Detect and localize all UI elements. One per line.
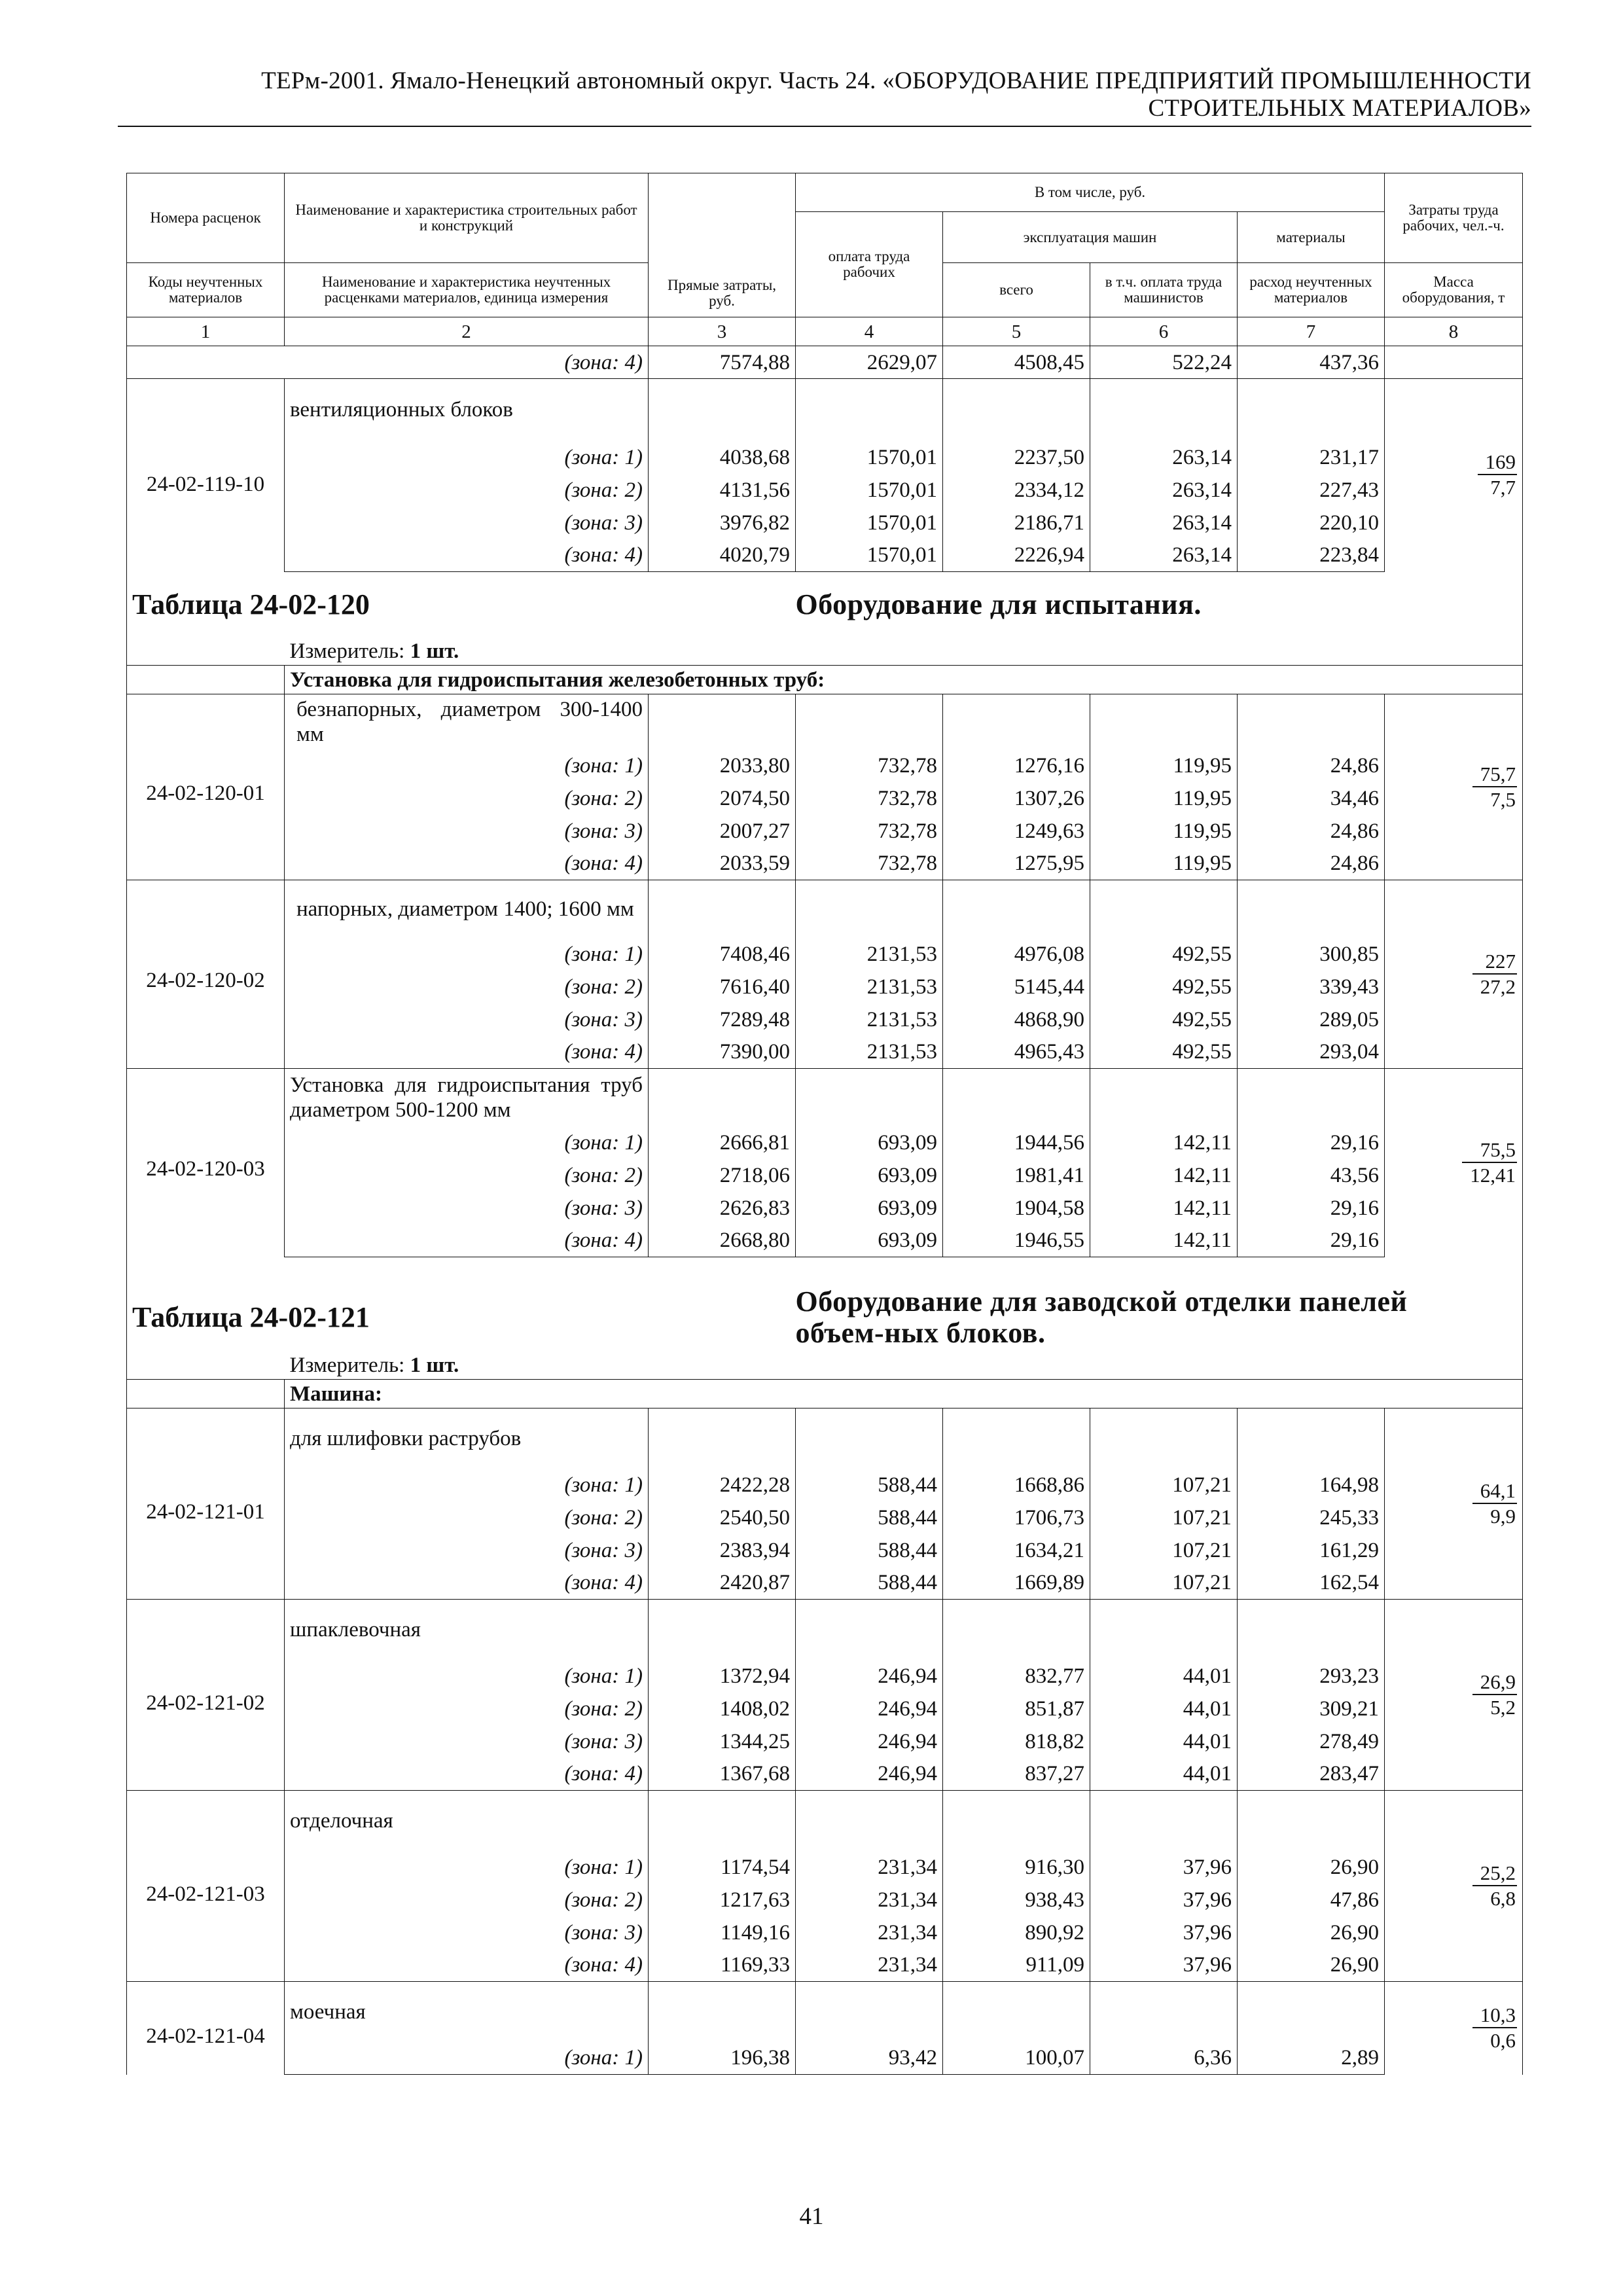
value-cell: 732,78 xyxy=(796,782,943,815)
value-cell: 1669,89 xyxy=(943,1567,1090,1600)
meter-value: 1 шт. xyxy=(410,1354,459,1378)
labor-mass-fraction xyxy=(1472,762,1517,811)
value-cell: 142,11 xyxy=(1090,1126,1238,1159)
value-cell: 4508,45 xyxy=(943,346,1090,379)
value-cell: 44,01 xyxy=(1090,1660,1238,1693)
value-cell: 4976,08 xyxy=(943,938,1090,971)
value-cell: 107,21 xyxy=(1090,1567,1238,1600)
value-cell: 231,34 xyxy=(796,1949,943,1982)
value-cell: 1149,16 xyxy=(649,1916,796,1949)
value-cell: 1981,41 xyxy=(943,1159,1090,1192)
value-cell: 492,55 xyxy=(1090,938,1238,971)
value-cell: 1275,95 xyxy=(943,848,1090,880)
value-cell: 2383,94 xyxy=(649,1534,796,1567)
value-cell: 7390,00 xyxy=(649,1036,796,1069)
zone-label: (зона: 2) xyxy=(285,1884,649,1916)
value-cell: 693,09 xyxy=(796,1192,943,1225)
value-cell: 1634,21 xyxy=(943,1534,1090,1567)
value-cell: 693,09 xyxy=(796,1225,943,1257)
col-header-unaccounted-codes: Коды неучтенных материалов xyxy=(127,263,285,317)
value-cell: 1570,01 xyxy=(796,507,943,539)
value-cell: 1570,01 xyxy=(796,441,943,474)
value-cell: 588,44 xyxy=(796,1469,943,1501)
value-cell: 2666,81 xyxy=(649,1126,796,1159)
value-cell: 1307,26 xyxy=(943,782,1090,815)
value-cell: 2226,94 xyxy=(943,539,1090,572)
value-cell: 2131,53 xyxy=(796,1036,943,1069)
zone-label: (зона: 1) xyxy=(285,938,649,971)
zone-label: (зона: 4) xyxy=(285,346,649,379)
labor-mass-fraction xyxy=(1472,2003,1517,2052)
value-cell: 100,07 xyxy=(943,2042,1090,2075)
value-cell: 107,21 xyxy=(1090,1534,1238,1567)
value-cell: 26,90 xyxy=(1238,1916,1385,1949)
value-cell: 2626,83 xyxy=(649,1192,796,1225)
value-cell: 29,16 xyxy=(1238,1126,1385,1159)
labor-value: 25,2 xyxy=(1472,1861,1517,1886)
rates-table xyxy=(126,173,1523,2075)
labor-mass-fraction xyxy=(1472,1670,1517,1719)
value-cell: 37,96 xyxy=(1090,1949,1238,1982)
value-cell: 263,14 xyxy=(1090,539,1238,572)
value-cell: 818,82 xyxy=(943,1725,1090,1758)
rate-name: моечная xyxy=(285,1982,649,2042)
value-cell: 1946,55 xyxy=(943,1225,1090,1257)
value-cell: 29,16 xyxy=(1238,1192,1385,1225)
value-cell: 263,14 xyxy=(1090,474,1238,507)
rate-code: 24-02-119-10 xyxy=(127,379,285,572)
value-cell: 2237,50 xyxy=(943,441,1090,474)
value-cell: 47,86 xyxy=(1238,1884,1385,1916)
value-cell: 832,77 xyxy=(943,1660,1090,1693)
col-number: 8 xyxy=(1385,317,1523,346)
zone-label: (зона: 2) xyxy=(285,1501,649,1534)
rate-code: 24-02-120-02 xyxy=(127,880,285,1069)
mass-value: 7,5 xyxy=(1490,787,1516,811)
rate-name: безнапорных, диаметром 300-1400 мм xyxy=(285,694,649,749)
meter-value: 1 шт. xyxy=(410,639,459,664)
value-cell: 196,38 xyxy=(649,2042,796,2075)
value-cell: 2033,80 xyxy=(649,749,796,782)
zone-label: (зона: 3) xyxy=(285,1725,649,1758)
value-cell: 246,94 xyxy=(796,1693,943,1725)
value-cell: 107,21 xyxy=(1090,1501,1238,1534)
mass-value: 7,7 xyxy=(1490,476,1516,499)
meter xyxy=(285,1352,1523,1380)
value-cell: 24,86 xyxy=(1238,848,1385,880)
value-cell: 245,33 xyxy=(1238,1501,1385,1534)
value-cell: 1249,63 xyxy=(943,815,1090,848)
value-cell: 2131,53 xyxy=(796,971,943,1003)
col-number: 3 xyxy=(649,317,796,346)
col-header-including: В том числе, руб. xyxy=(796,173,1385,212)
mass-value: 0,6 xyxy=(1490,2028,1516,2052)
value-cell: 164,98 xyxy=(1238,1469,1385,1501)
col-header-direct-costs: Прямые затраты, руб. xyxy=(649,173,796,317)
labor-value: 169 xyxy=(1478,450,1518,475)
value-cell: 1904,58 xyxy=(943,1192,1090,1225)
value-cell: 1944,56 xyxy=(943,1126,1090,1159)
value-cell: 1344,25 xyxy=(649,1725,796,1758)
value-cell: 34,46 xyxy=(1238,782,1385,815)
value-cell: 437,36 xyxy=(1238,346,1385,379)
value-cell: 732,78 xyxy=(796,848,943,880)
value-cell: 916,30 xyxy=(943,1851,1090,1884)
section-title: Машина: xyxy=(285,1380,1523,1408)
value-cell: 2540,50 xyxy=(649,1501,796,1534)
col-header-operator-pay: в т.ч. оплата труда машинистов xyxy=(1090,263,1238,317)
value-cell: 2007,27 xyxy=(649,815,796,848)
zone-label: (зона: 2) xyxy=(285,782,649,815)
value-cell: 911,09 xyxy=(943,1949,1090,1982)
labor-value: 26,9 xyxy=(1472,1670,1517,1695)
running-header xyxy=(118,67,1531,122)
zone-label: (зона: 3) xyxy=(285,1192,649,1225)
value-cell: 1570,01 xyxy=(796,474,943,507)
value-cell: 3976,82 xyxy=(649,507,796,539)
value-cell: 890,92 xyxy=(943,1916,1090,1949)
value-cell: 220,10 xyxy=(1238,507,1385,539)
section-title: Установка для гидроиспытания железобетонных труб: xyxy=(285,666,1523,694)
zone-label: (зона: 4) xyxy=(285,1758,649,1791)
value-cell: 1169,33 xyxy=(649,1949,796,1982)
zone-label: (зона: 4) xyxy=(285,848,649,880)
value-cell: 588,44 xyxy=(796,1501,943,1534)
value-cell: 37,96 xyxy=(1090,1851,1238,1884)
value-cell: 2420,87 xyxy=(649,1567,796,1600)
col-header-labor: Затраты труда рабочих, чел.-ч. xyxy=(1385,173,1523,263)
value-cell: 2074,50 xyxy=(649,782,796,815)
value-cell: 492,55 xyxy=(1090,971,1238,1003)
col-number: 6 xyxy=(1090,317,1238,346)
zone-label: (зона: 2) xyxy=(285,474,649,507)
value-cell: 26,90 xyxy=(1238,1949,1385,1982)
zone-label: (зона: 2) xyxy=(285,971,649,1003)
rate-code: 24-02-121-02 xyxy=(127,1600,285,1791)
zone-label: (зона: 4) xyxy=(285,539,649,572)
value-cell: 2131,53 xyxy=(796,938,943,971)
value-cell: 227,43 xyxy=(1238,474,1385,507)
zone-label: (зона: 1) xyxy=(285,2042,649,2075)
value-cell: 263,14 xyxy=(1090,441,1238,474)
zone-label: (зона: 4) xyxy=(285,1567,649,1600)
value-cell: 2718,06 xyxy=(649,1159,796,1192)
value-cell: 293,23 xyxy=(1238,1660,1385,1693)
value-cell: 4131,56 xyxy=(649,474,796,507)
value-cell: 283,47 xyxy=(1238,1758,1385,1791)
labor-value: 10,3 xyxy=(1472,2003,1517,2028)
value-cell: 4868,90 xyxy=(943,1003,1090,1036)
col-header-materials: материалы xyxy=(1238,212,1385,263)
zone-label: (зона: 4) xyxy=(285,1036,649,1069)
value-cell: 851,87 xyxy=(943,1693,1090,1725)
labor-value: 75,5 xyxy=(1462,1138,1517,1163)
zone-label: (зона: 1) xyxy=(285,1660,649,1693)
rate-name: Установка для гидроиспытания труб диаметром 500-1200 мм xyxy=(285,1069,649,1126)
labor-value: 64,1 xyxy=(1472,1479,1517,1504)
value-cell: 2334,12 xyxy=(943,474,1090,507)
value-cell: 119,95 xyxy=(1090,782,1238,815)
table-heading: Таблица 24-02-120 xyxy=(127,572,796,638)
rate-code: 24-02-120-03 xyxy=(127,1069,285,1257)
col-header-name: Наименование и характеристика строительных работ и конструкций xyxy=(285,173,649,263)
value-cell: 142,11 xyxy=(1090,1192,1238,1225)
value-cell: 1367,68 xyxy=(649,1758,796,1791)
rate-name: отделочная xyxy=(285,1791,649,1851)
value-cell: 522,24 xyxy=(1090,346,1238,379)
rate-name: для шлифовки раструбов xyxy=(285,1408,649,1469)
meter-label: Измеритель: xyxy=(289,639,410,664)
labor-mass-fraction xyxy=(1472,1479,1517,1528)
value-cell: 162,54 xyxy=(1238,1567,1385,1600)
value-cell: 231,17 xyxy=(1238,441,1385,474)
rate-code: 24-02-121-03 xyxy=(127,1791,285,1982)
col-header-unaccounted-materials: расход неучтенных материалов xyxy=(1238,263,1385,317)
zone-label: (зона: 3) xyxy=(285,1534,649,1567)
value-cell: 5145,44 xyxy=(943,971,1090,1003)
value-cell: 1668,86 xyxy=(943,1469,1090,1501)
zone-label: (зона: 1) xyxy=(285,749,649,782)
header-line-2: СТРОИТЕЛЬНЫХ МАТЕРИАЛОВ» xyxy=(1148,95,1531,122)
col-header-worker-pay: оплата труда рабочих xyxy=(796,212,943,317)
labor-mass-fraction xyxy=(1462,1138,1517,1187)
zone-label: (зона: 1) xyxy=(285,1126,649,1159)
value-cell: 4038,68 xyxy=(649,441,796,474)
value-cell: 2422,28 xyxy=(649,1469,796,1501)
value-cell: 588,44 xyxy=(796,1534,943,1567)
labor-mass-fraction xyxy=(1478,450,1518,499)
value-cell: 119,95 xyxy=(1090,749,1238,782)
value-cell: 1570,01 xyxy=(796,539,943,572)
value-cell: 231,34 xyxy=(796,1916,943,1949)
value-cell: 2186,71 xyxy=(943,507,1090,539)
rate-code: 24-02-120-01 xyxy=(127,694,285,880)
value-cell: 732,78 xyxy=(796,815,943,848)
rate-name: шпаклевочная xyxy=(285,1600,649,1660)
value-cell: 142,11 xyxy=(1090,1159,1238,1192)
value-cell: 300,85 xyxy=(1238,938,1385,971)
value-cell: 938,43 xyxy=(943,1884,1090,1916)
value-cell: 37,96 xyxy=(1090,1916,1238,1949)
table-title: Оборудование для заводской отделки панелей объем-ных блоков. xyxy=(796,1257,1523,1352)
value-cell: 246,94 xyxy=(796,1725,943,1758)
col-number: 4 xyxy=(796,317,943,346)
mass-value: 27,2 xyxy=(1480,975,1516,998)
value-cell: 231,34 xyxy=(796,1851,943,1884)
value-cell: 1276,16 xyxy=(943,749,1090,782)
value-cell: 309,21 xyxy=(1238,1693,1385,1725)
col-header-machines-total: всего xyxy=(943,263,1090,317)
value-cell: 1174,54 xyxy=(649,1851,796,1884)
value-cell: 161,29 xyxy=(1238,1534,1385,1567)
value-cell: 44,01 xyxy=(1090,1725,1238,1758)
zone-label: (зона: 1) xyxy=(285,1469,649,1501)
value-cell: 732,78 xyxy=(796,749,943,782)
col-header-codes: Номера расценок xyxy=(127,173,285,263)
value-cell: 231,34 xyxy=(796,1884,943,1916)
value-cell: 26,90 xyxy=(1238,1851,1385,1884)
col-header-mass: Масса оборудования, т xyxy=(1385,263,1523,317)
labor-value: 75,7 xyxy=(1472,762,1517,787)
value-cell: 293,04 xyxy=(1238,1036,1385,1069)
value-cell: 1408,02 xyxy=(649,1693,796,1725)
col-number: 5 xyxy=(943,317,1090,346)
page-number: 41 xyxy=(799,2203,824,2230)
zone-label: (зона: 3) xyxy=(285,815,649,848)
value-cell: 44,01 xyxy=(1090,1693,1238,1725)
value-cell: 24,86 xyxy=(1238,749,1385,782)
mass-value: 6,8 xyxy=(1490,1886,1516,1910)
value-cell: 693,09 xyxy=(796,1126,943,1159)
labor-value: 227 xyxy=(1472,950,1517,975)
value-cell: 1706,73 xyxy=(943,1501,1090,1534)
value-cell: 7289,48 xyxy=(649,1003,796,1036)
zone-label: (зона: 2) xyxy=(285,1159,649,1192)
labor-mass-fraction xyxy=(1472,950,1517,998)
col-header-machines: эксплуатация машин xyxy=(943,212,1238,263)
value-cell: 37,96 xyxy=(1090,1884,1238,1916)
value-cell: 29,16 xyxy=(1238,1225,1385,1257)
value-cell: 492,55 xyxy=(1090,1003,1238,1036)
labor-mass-fraction xyxy=(1472,1861,1517,1910)
col-number: 1 xyxy=(127,317,285,346)
value-cell: 339,43 xyxy=(1238,971,1385,1003)
value-cell: 1372,94 xyxy=(649,1660,796,1693)
value-cell: 4020,79 xyxy=(649,539,796,572)
value-cell: 119,95 xyxy=(1090,815,1238,848)
value-cell: 246,94 xyxy=(796,1660,943,1693)
value-cell: 7408,46 xyxy=(649,938,796,971)
value-cell: 7574,88 xyxy=(649,346,796,379)
value-cell: 7616,40 xyxy=(649,971,796,1003)
header-line-1: ТЕРм-2001. Ямало-Ненецкий автономный округ. Часть 24. «ОБОРУДОВАНИЕ ПРЕДПРИЯТИЙ ПРОМЫШЛЕННОСТИ xyxy=(261,67,1531,94)
meter xyxy=(285,638,1523,666)
rate-name: напорных, диаметром 1400; 1600 мм xyxy=(285,880,649,938)
value-cell: 24,86 xyxy=(1238,815,1385,848)
value-cell: 278,49 xyxy=(1238,1725,1385,1758)
value-cell: 119,95 xyxy=(1090,848,1238,880)
col-number: 2 xyxy=(285,317,649,346)
value-cell: 107,21 xyxy=(1090,1469,1238,1501)
header-rule xyxy=(118,126,1531,127)
zone-label: (зона: 1) xyxy=(285,1851,649,1884)
zone-label: (зона: 2) xyxy=(285,1693,649,1725)
rate-name: вентиляционных блоков xyxy=(285,379,649,441)
table-heading: Таблица 24-02-121 xyxy=(127,1257,796,1352)
rate-code: 24-02-121-04 xyxy=(127,1982,285,2075)
value-cell: 837,27 xyxy=(943,1758,1090,1791)
value-cell: 142,11 xyxy=(1090,1225,1238,1257)
value-cell: 44,01 xyxy=(1090,1758,1238,1791)
value-cell: 2,89 xyxy=(1238,2042,1385,2075)
value-cell: 223,84 xyxy=(1238,539,1385,572)
zone-label: (зона: 3) xyxy=(285,1003,649,1036)
col-number: 7 xyxy=(1238,317,1385,346)
mass-value: 12,41 xyxy=(1470,1163,1516,1187)
meter-label: Измеритель: xyxy=(289,1354,410,1378)
value-cell: 2131,53 xyxy=(796,1003,943,1036)
col-header-unaccounted-name: Наименование и характеристика неучтенных расценками материалов, единица измерения xyxy=(285,263,649,317)
zone-label: (зона: 3) xyxy=(285,1916,649,1949)
mass-value: 9,9 xyxy=(1490,1504,1516,1528)
mass-value: 5,2 xyxy=(1490,1695,1516,1719)
value-cell: 588,44 xyxy=(796,1567,943,1600)
value-cell: 2668,80 xyxy=(649,1225,796,1257)
value-cell: 263,14 xyxy=(1090,507,1238,539)
value-cell: 492,55 xyxy=(1090,1036,1238,1069)
zone-label: (зона: 4) xyxy=(285,1949,649,1982)
table-title: Оборудование для испытания. xyxy=(796,572,1523,638)
value-cell: 93,42 xyxy=(796,2042,943,2075)
rate-code: 24-02-121-01 xyxy=(127,1408,285,1600)
value-cell: 6,36 xyxy=(1090,2042,1238,2075)
value-cell: 1217,63 xyxy=(649,1884,796,1916)
value-cell: 693,09 xyxy=(796,1159,943,1192)
value-cell: 43,56 xyxy=(1238,1159,1385,1192)
value-cell: 4965,43 xyxy=(943,1036,1090,1069)
value-cell: 2033,59 xyxy=(649,848,796,880)
zone-label: (зона: 4) xyxy=(285,1225,649,1257)
value-cell: 289,05 xyxy=(1238,1003,1385,1036)
zone-label: (зона: 3) xyxy=(285,507,649,539)
value-cell: 246,94 xyxy=(796,1758,943,1791)
zone-label: (зона: 1) xyxy=(285,441,649,474)
value-cell: 2629,07 xyxy=(796,346,943,379)
